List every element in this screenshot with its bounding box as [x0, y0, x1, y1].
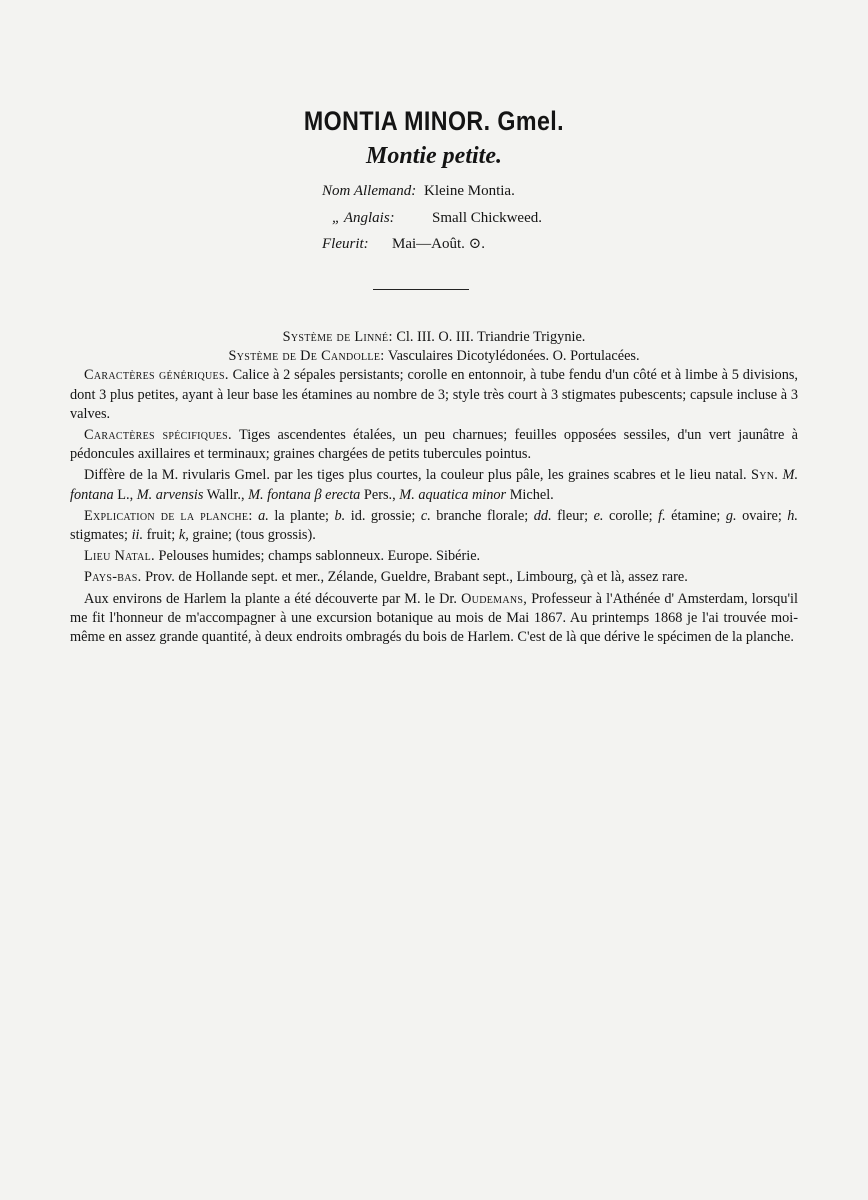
english-name-row: [322, 205, 542, 232]
fig-e-key: e.: [593, 507, 604, 524]
fig-h-key: h.: [787, 507, 799, 524]
native-habitat-text: Pelouses humides; champs sablonneux. Europe. Sibérie.: [158, 548, 481, 565]
candolle-label: Système de De Candolle:: [228, 348, 385, 365]
generic-characters-label: Caractères génériques.: [84, 367, 229, 384]
differences-text: Diffère de la M. rivularis Gmel. par les tiges plus courtes, la couleur plus pâle, les graines scabres et le lieu natal.: [84, 467, 747, 484]
flowering-row: [322, 231, 542, 258]
discoverer-name: Oudemans,: [461, 590, 528, 607]
english-name-value: Small Chickweed.: [432, 209, 542, 226]
description-body: [70, 328, 798, 649]
fig-a-desc: la plante;: [268, 507, 335, 524]
flowering-value: Mai—Août. ⊙.: [392, 236, 485, 252]
netherlands-text: Prov. de Hollande sept. et mer., Zélande, Gueldre, Brabant sept., Limbourg, çà et là, assez rare.: [145, 569, 688, 586]
harlem-text-before: Aux environs de Harlem la plante a été découverte par M. le Dr.: [84, 590, 457, 607]
netherlands-label: Pays-bas.: [84, 569, 142, 586]
section-divider: [373, 289, 469, 290]
plate-explanation-label: Explication de la planche:: [84, 507, 253, 524]
fig-b-desc: id. grossie;: [345, 507, 421, 524]
native-habitat: [70, 547, 798, 566]
generic-characters: [70, 366, 798, 424]
candolle-system: [70, 347, 798, 366]
linnaeus-value: Cl. III. O. III. Triandrie Trigynie.: [396, 329, 586, 345]
fig-k-key: k,: [178, 527, 189, 544]
harlem-text-after: Professeur à l'Athénée d' Amsterdam, lorsqu'il me fit l'honneur de m'accompagner à une excursion botanique au mois de Mai 1867. Au printemps 1868 je l'ai trouvée moi-même en assez grande quantité, à deux endroits ombragés du bois de Harlem. C'est de là que dérive le spécimen de la planche.: [70, 590, 799, 646]
fig-e-desc: corolle;: [603, 507, 659, 524]
synonym-3-author: Pers.,: [363, 486, 396, 503]
plate-explanation: [70, 507, 798, 545]
fig-k-desc: graine; (tous grossis).: [188, 527, 316, 544]
linnaeus-system: [70, 328, 798, 347]
english-name-label: „ Anglais:: [332, 209, 395, 226]
fig-f-desc: étamine;: [665, 507, 726, 524]
harlem-paragraph: [70, 590, 798, 648]
fig-dd-desc: fleur;: [551, 507, 594, 524]
generic-characters-text: Calice à 2 sépales persistants; corolle en entonnoir, à tube fendu d'un côté et à limbe à 5 divisions, dont 3 plus petites, ayant à leur base les étamines au nombre de 3; style très court à 3 stigmates pubescents; capsule incluse à 3 valves.: [70, 367, 798, 422]
fig-dd-key: dd.: [533, 507, 552, 524]
german-name-value: Kleine Montia.: [424, 183, 515, 199]
differences-paragraph: [70, 466, 798, 504]
german-name-label: Nom Allemand:: [322, 183, 417, 199]
specific-characters-label: Caractères spécifiques.: [84, 427, 232, 444]
fig-a-key: a.: [258, 507, 269, 524]
synonym-1-author: L.,: [117, 486, 134, 503]
native-habitat-label: Lieu Natal.: [84, 548, 155, 565]
synonym-2-author: Wallr.,: [206, 486, 245, 503]
synonym-2-name: M. arvensis: [136, 486, 204, 503]
french-name: Montie petite.: [366, 143, 502, 169]
fig-ii-key: ii.: [131, 527, 144, 544]
synonym-1-name: M. fontana: [70, 467, 799, 503]
fig-f-key: f.: [658, 507, 666, 524]
specific-characters-text: Tiges ascendentes étalées, un peu charnues; feuilles opposées sessiles, d'un vert jaunâtre à pédoncules axillaires et terminaux; graines chargées de petits tubercules pointus.: [70, 427, 798, 463]
german-name-row: [322, 178, 542, 205]
synonym-4-author: Michel.: [509, 486, 554, 503]
species-title: MONTIA MINOR. Gmel.: [303, 106, 565, 136]
candolle-value: Vasculaires Dicotylédonées. O. Portulacées.: [387, 348, 640, 365]
specific-characters: [70, 426, 798, 464]
synonym-3-name: M. fontana β erecta: [248, 486, 361, 503]
linnaeus-label: Système de Linné:: [282, 329, 393, 345]
flowering-label: Fleurit:: [322, 236, 369, 252]
fig-g-key: g.: [725, 507, 737, 524]
synonyms-label: Syn.: [751, 467, 779, 484]
common-names-block: [322, 178, 542, 258]
netherlands-distribution: [70, 568, 798, 587]
fig-c-desc: branche florale;: [430, 507, 534, 524]
fig-c-key: c.: [420, 507, 431, 524]
fig-g-desc: ovaire;: [736, 507, 788, 524]
synonym-4-name: M. aquatica minor: [399, 486, 507, 503]
fig-h-desc: stigmates;: [70, 527, 132, 544]
fig-ii-desc: fruit;: [143, 527, 179, 544]
fig-b-key: b.: [334, 507, 346, 524]
